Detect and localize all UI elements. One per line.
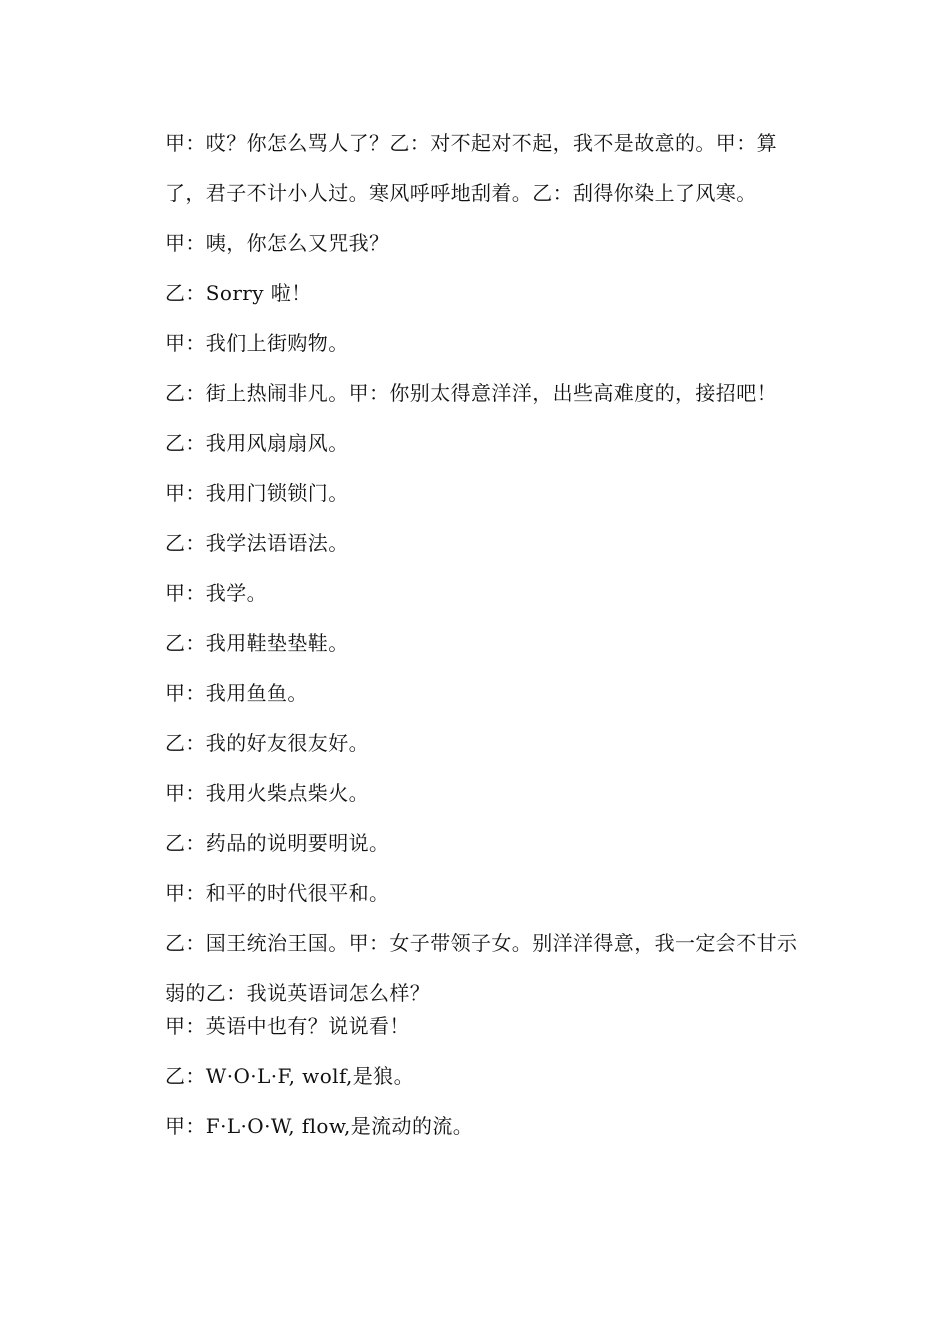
paragraph-16: 甲：英语中也有？说说看！ [165,1014,410,1038]
paragraph-6: 甲：我用门锁锁门。 [165,481,349,505]
paragraph-2: 甲：咦，你怎么又咒我？ [165,231,390,255]
paragraph-14: 甲：和平的时代很平和。 [165,881,390,905]
paragraph-1: 甲：哎？你怎么骂人了？乙：对不起对不起，我不是故意的。甲：算了，君子不计小人过。寒风呼呼地刮着。乙：刮得你染上了风寒。 [165,131,777,205]
paragraph-10: 甲：我用鱼鱼。 [165,681,308,705]
paragraph-17: 乙：W·O·L·F, wolf,是狼。 [165,1064,414,1088]
paragraph-7: 乙：我学法语语法。 [165,531,349,555]
paragraph-3: 乙：Sorry 啦！ [165,281,312,305]
paragraph-13: 乙：药品的说明要明说。 [165,831,390,855]
paragraph-15: 乙：国王统治王国。甲：女子带领子女。别洋洋得意，我一定会不甘示弱的乙：我说英语词怎么样？ [165,931,798,1005]
paragraph-5: 乙：街上热闹非凡。甲：你别太得意洋洋，出些高难度的，接招吧！乙：我用风扇扇风。 [165,381,777,455]
paragraph-8: 甲：我学。 [165,581,267,605]
paragraph-11: 乙：我的好友很友好。 [165,731,369,755]
document-body [165,118,805,1151]
paragraph-12: 甲：我用火柴点柴火。 [165,781,369,805]
paragraph-18: 甲：F·L·O·W, flow,是流动的流。 [165,1114,474,1138]
paragraph-9: 乙：我用鞋垫垫鞋。 [165,631,349,655]
paragraph-4: 甲：我们上街购物。 [165,331,349,355]
